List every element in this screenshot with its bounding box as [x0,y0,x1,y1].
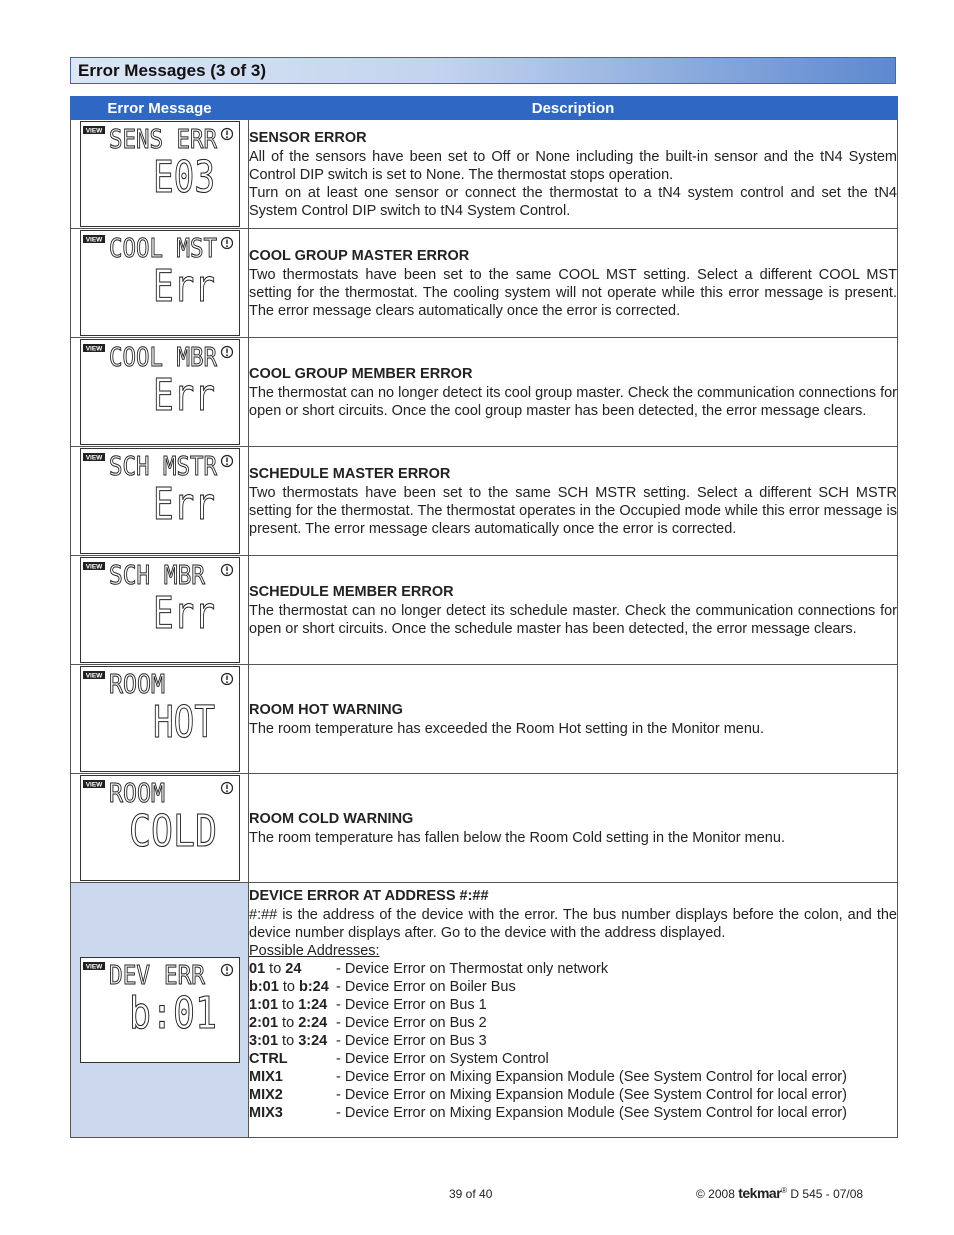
address-row [249,996,897,1014]
warning-icon [221,347,232,358]
view-badge-icon [83,235,105,244]
footer-copyright [696,1185,863,1201]
address-row [249,1104,897,1122]
address-description: - Device Error on Bus 2 [336,1015,487,1031]
error-text: All of the sensors have been set to Off or None including the built-in sensor and the tN4 System Control DIP switch is set to None. The thermostat stops operation. [249,148,897,183]
address-row [249,1032,897,1050]
view-label: VIEW [85,127,102,135]
header-description: Description [249,97,898,120]
lcd-bottom-text: HOT [152,697,215,748]
view-badge-icon [83,126,105,135]
address-row [249,1086,897,1104]
lcd-top-text: COOL MBR [108,343,217,373]
warning-icon [221,129,232,140]
copyright-text: © 2008 [696,1187,735,1201]
view-badge-icon [83,962,105,971]
lcd-display [80,339,240,445]
error-text: The room temperature has fallen below the Room Cold setting in the Monitor menu. [249,829,785,846]
view-label: VIEW [85,672,102,680]
lcd-bottom-text: Err [152,261,215,312]
table-row [71,883,898,1138]
lcd-bottom-text: Err [152,479,215,530]
address-row [249,960,897,978]
table-row [71,338,898,447]
warning-icon [221,965,232,976]
lcd-top-text: SCH MBR [108,561,205,591]
lcd-bottom-text: Err [152,588,215,639]
lcd-display [80,121,240,227]
lcd-display [80,557,240,663]
error-text: Two thermostats have been set to the same SCH MSTR setting. Select a different SCH MSTR setting for the thermostat. The thermostat operates in the Occupied mode while this error message is present. The error message clears automatically once the error is corrected. [249,484,897,537]
lcd-cell [71,665,249,774]
address-range: 01 to 24 [249,961,302,977]
address-row [249,978,897,996]
description-cell [249,120,898,229]
description-cell [249,556,898,665]
lcd-cell [71,883,249,1138]
warning-icon [221,238,232,249]
lcd-display [80,957,240,1063]
lcd-cell [71,229,249,338]
warning-icon [221,456,232,467]
error-text: The thermostat can no longer detect its cool group master. Check the communication connections for open or short circuits. Once the cool group master has been detected, the error message clears. [249,384,898,419]
registered-mark: ® [781,1186,788,1195]
address-row [249,1014,897,1032]
table-row [71,665,898,774]
view-badge-icon [83,780,105,789]
header-error-message: Error Message [71,97,249,120]
lcd-top-text: SENS ERR [108,125,217,155]
section-title: Error Messages (3 of 3) [78,61,267,80]
address-row [249,1068,897,1086]
table-header-row [71,97,898,120]
description-cell [249,338,898,447]
error-text: Two thermostats have been set to the same COOL MST setting. Select a different COOL MST setting for the thermostat. The cooling system will not operate while this error message is present. The error message clears automatically once the error is corrected. [249,266,897,319]
lcd-cell [71,120,249,229]
lcd-display [80,448,240,554]
error-messages-table [70,96,898,1138]
view-badge-icon [83,453,105,462]
view-label: VIEW [85,236,102,244]
view-label: VIEW [85,781,102,789]
address-description: - Device Error on Bus 1 [336,997,487,1013]
lcd-display [80,666,240,772]
address-row [249,1050,897,1068]
lcd-bottom-text: b:01 [128,988,217,1039]
lcd-top-text: DEV ERR [108,961,205,991]
lcd-top-text: ROOM [108,670,165,700]
lcd-cell [71,774,249,883]
error-text-2: Turn on at least one sensor or connect the thermostat to a tN4 system control and set the tN4 System Control DIP switch to tN4 System Control. [249,184,897,219]
address-range: MIX2 [249,1087,283,1103]
lcd-display [80,230,240,336]
lcd-bottom-text: COLD [128,806,217,857]
address-description: - Device Error on Bus 3 [336,1033,487,1049]
warning-icon [221,565,232,576]
section-title-bar [70,57,896,84]
description-cell [249,883,898,1138]
lcd-top-text: COOL MST [108,234,217,264]
table-row [71,229,898,338]
view-label: VIEW [85,345,102,353]
view-label: VIEW [85,963,102,971]
lcd-cell [71,556,249,665]
error-title: COOL GROUP MEMBER ERROR [249,365,473,382]
lcd-display [80,775,240,881]
view-badge-icon [83,671,105,680]
address-range: b:01 to b:24 [249,979,329,995]
table-row [71,556,898,665]
lcd-top-text: ROOM [108,779,165,809]
lcd-cell [71,447,249,556]
error-text: #:## is the address of the device with the error. The bus number displays before the colon, and the device number displays after. Go to the device with the address displayed. [249,907,897,941]
error-title: SCHEDULE MEMBER ERROR [249,583,454,600]
table-row [71,447,898,556]
table-row [71,774,898,883]
error-title: ROOM COLD WARNING [249,810,414,827]
error-title: COOL GROUP MASTER ERROR [249,247,470,264]
lcd-bottom-text: Err [152,370,215,421]
view-badge-icon [83,562,105,571]
address-range: MIX1 [249,1069,283,1085]
address-description: - Device Error on Mixing Expansion Module (See System Control for local error) [336,1069,847,1085]
address-description: - Device Error on System Control [336,1051,549,1067]
view-badge-icon [83,344,105,353]
document-code: D 545 - 07/08 [790,1187,864,1201]
error-text: The room temperature has exceeded the Room Hot setting in the Monitor menu. [249,720,765,737]
error-title: SCHEDULE MASTER ERROR [249,465,451,482]
warning-icon [221,674,232,685]
description-cell [249,447,898,556]
address-range: 3:01 to 3:24 [249,1033,328,1049]
description-cell [249,774,898,883]
description-cell [249,665,898,774]
error-title: DEVICE ERROR AT ADDRESS #:## [249,888,489,904]
address-range: 1:01 to 1:24 [249,997,328,1013]
lcd-cell [71,338,249,447]
address-range: 2:01 to 2:24 [249,1015,328,1031]
error-title: ROOM HOT WARNING [249,701,403,718]
address-description: - Device Error on Thermostat only network [336,961,609,977]
page-number: 39 of 40 [449,1187,493,1201]
lcd-top-text: SCH MSTR [108,452,217,482]
warning-icon [221,783,232,794]
address-description: - Device Error on Mixing Expansion Module (See System Control for local error) [336,1105,847,1121]
possible-addresses-label: Possible Addresses: [249,943,380,959]
error-title: SENSOR ERROR [249,129,367,146]
view-label: VIEW [85,563,102,571]
table-row [71,120,898,229]
address-range: CTRL [249,1051,288,1067]
description-cell [249,229,898,338]
lcd-bottom-text: E03 [152,152,215,203]
error-text: The thermostat can no longer detect its schedule master. Check the communication connections for open or short circuits. Once the schedule master has been detected, the error message clears. [249,602,897,637]
address-range: MIX3 [249,1105,283,1121]
brand-logo: tekmar [738,1185,782,1201]
address-description: - Device Error on Mixing Expansion Module (See System Control for local error) [336,1087,847,1103]
view-label: VIEW [85,454,102,462]
address-description: - Device Error on Boiler Bus [336,979,516,995]
address-list [249,960,897,1122]
